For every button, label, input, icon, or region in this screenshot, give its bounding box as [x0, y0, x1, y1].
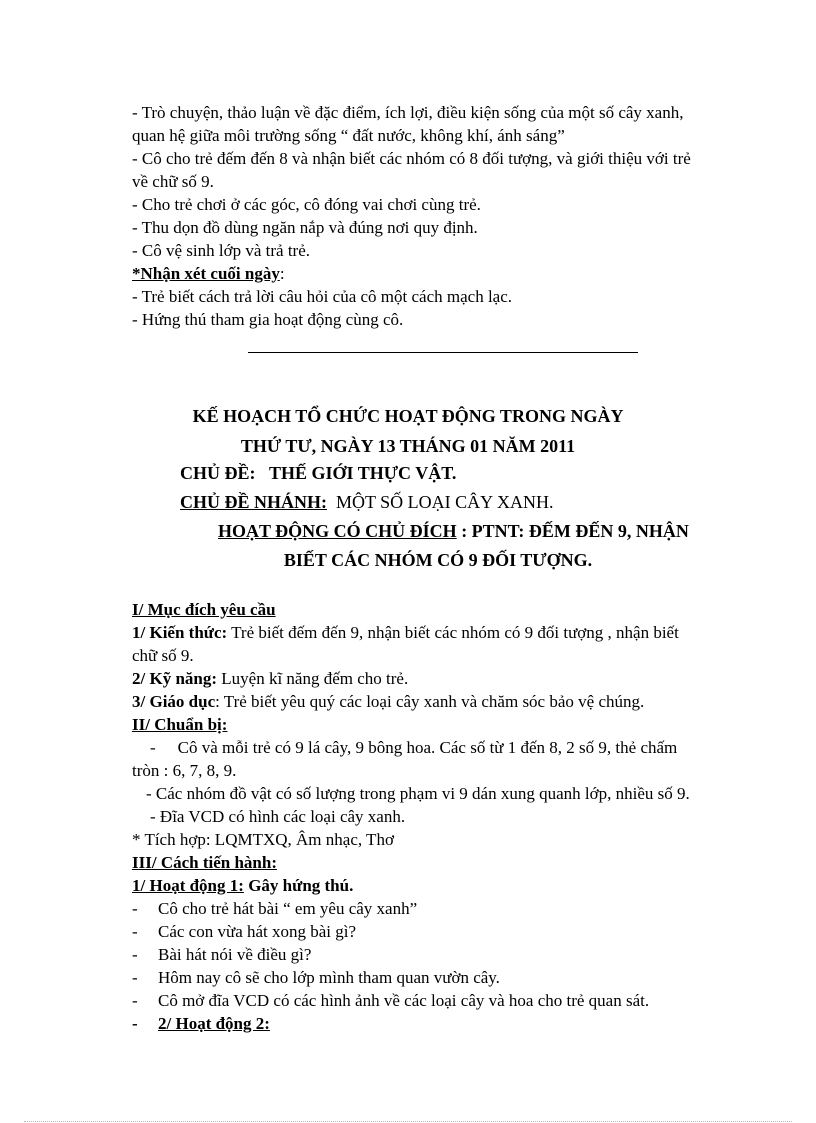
skill-label: 2/ Kỹ năng: [132, 669, 218, 688]
skill-text: Luyện kĩ năng đếm cho trẻ. [217, 669, 409, 688]
section-3-heading: III/ Cách tiến hành: [132, 853, 278, 872]
bullet-dash: - [132, 899, 138, 918]
review-colon: : [279, 264, 285, 283]
plan-date: THỨ TƯ, NGÀY 13 THÁNG 01 NĂM 2011 [240, 436, 576, 456]
subtheme-label: CHỦ ĐỀ NHÁNH: [180, 492, 327, 512]
activity-2-line [132, 1013, 270, 1035]
list-item-text: Hôm nay cô sẽ cho lớp mình tham quan vườn cây. [158, 968, 500, 987]
list-item-text: Cô mở đĩa VCD có các hình ảnh về các loại cây và hoa cho trẻ quan sát. [158, 991, 650, 1010]
activity-line [218, 520, 689, 542]
list-item [132, 898, 417, 920]
text-line: - Trò chuyện, thảo luận về đặc điểm, ích lợi, điều kiện sống của một số cây xanh, [132, 103, 684, 122]
activity-2-label: 2/ Hoạt động 2: [158, 1014, 270, 1033]
education-text: : Trẻ biết yêu quý các loại cây xanh và chăm sóc bảo vệ chúng. [215, 692, 645, 711]
subtheme-value: MỘT SỐ LOẠI CÂY XANH. [336, 492, 554, 512]
subtheme-line [180, 491, 554, 513]
prep-item-3: - Đĩa VCD có hình các loại cây xanh. [150, 807, 406, 826]
bullet-dash: - [132, 968, 138, 987]
bullet-dash: - [132, 1014, 138, 1033]
text-line: - Cô cho trẻ đếm đến 8 và nhận biết các nhóm có 8 đối tượng, và giới thiệu với trẻ [132, 149, 691, 168]
activity-1-text: Gây hứng thú. [243, 876, 354, 895]
text-line: - Trẻ biết cách trả lời câu hỏi của cô một cách mạch lạc. [132, 287, 513, 306]
text-line: - Cô vệ sinh lớp và trả trẻ. [132, 241, 311, 260]
text-line: tròn : 6, 7, 8, 9. [132, 761, 237, 780]
list-item-text: Bài hát nói về điều gì? [158, 945, 312, 964]
section-2-heading: II/ Chuẩn bị: [132, 715, 228, 734]
activity-1-label: 1/ Hoạt động 1: [132, 876, 244, 895]
knowledge-text: Trẻ biết đếm đến 9, nhận biết các nhóm có 9 đối tượng , nhận biết [227, 623, 679, 642]
bullet-dash: - [132, 945, 138, 964]
text-line: - Hứng thú tham gia hoạt động cùng cô. [132, 310, 404, 329]
list-item [132, 944, 311, 966]
theme-label: CHỦ ĐỀ: [180, 463, 256, 483]
plan-title: KẾ HOẠCH TỔ CHỨC HOẠT ĐỘNG TRONG NGÀY [192, 406, 624, 426]
activity-1-line [132, 875, 353, 897]
integration-line: * Tích hợp: LQMTXQ, Âm nhạc, Thơ [132, 830, 394, 849]
theme-value: THẾ GIỚI THỰC VẬT. [269, 463, 457, 483]
text-line: chữ số 9. [132, 646, 194, 665]
bullet-dash: - [132, 991, 138, 1010]
activity-label: HOẠT ĐỘNG CÓ CHỦ ĐÍCH [218, 521, 457, 541]
knowledge-label: 1/ Kiến thức: [132, 623, 228, 642]
education-line [132, 691, 644, 713]
list-item [132, 990, 649, 1012]
text-line: - Thu dọn đồ dùng ngăn nắp và đúng nơi quy định. [132, 218, 478, 237]
bullet-dash: - [150, 738, 156, 757]
review-heading-text: *Nhận xét cuối ngày [132, 264, 280, 283]
prep-text: Cô và mỗi trẻ có 9 lá cây, 9 bông hoa. Các số từ 1 đến 8, 2 số 9, thẻ chấm [177, 738, 678, 757]
list-item [132, 967, 500, 989]
list-item-text: Cô cho trẻ hát bài “ em yêu cây xanh” [158, 899, 418, 918]
page-bottom-border [24, 1121, 792, 1122]
education-label: 3/ Giáo dục [132, 692, 216, 711]
skill-line [132, 668, 408, 690]
section-1-heading: I/ Mục đích yêu cầu [132, 600, 276, 619]
prep-item-1 [150, 737, 677, 759]
activity-value: : PTNT: ĐẾM ĐẾN 9, NHẬN [456, 521, 689, 541]
divider-line [248, 352, 638, 353]
review-heading [132, 263, 285, 285]
bullet-dash: - [132, 922, 138, 941]
text-line: quan hệ giữa môi trường sống “ đất nước, không khí, ánh sáng” [132, 126, 565, 145]
theme-line [180, 462, 456, 484]
activity-line-2: BIẾT CÁC NHÓM CÓ 9 ĐỐI TƯỢNG. [283, 550, 593, 570]
knowledge-line [132, 622, 679, 644]
list-item [132, 921, 356, 943]
text-line: - Cho trẻ chơi ở các góc, cô đóng vai chơi cùng trẻ. [132, 195, 481, 214]
text-line: về chữ số 9. [132, 172, 214, 191]
list-item-text: Các con vừa hát xong bài gì? [158, 922, 357, 941]
prep-item-2: - Các nhóm đồ vật có số lượng trong phạm vi 9 dán xung quanh lớp, nhiều số 9. [146, 784, 690, 803]
